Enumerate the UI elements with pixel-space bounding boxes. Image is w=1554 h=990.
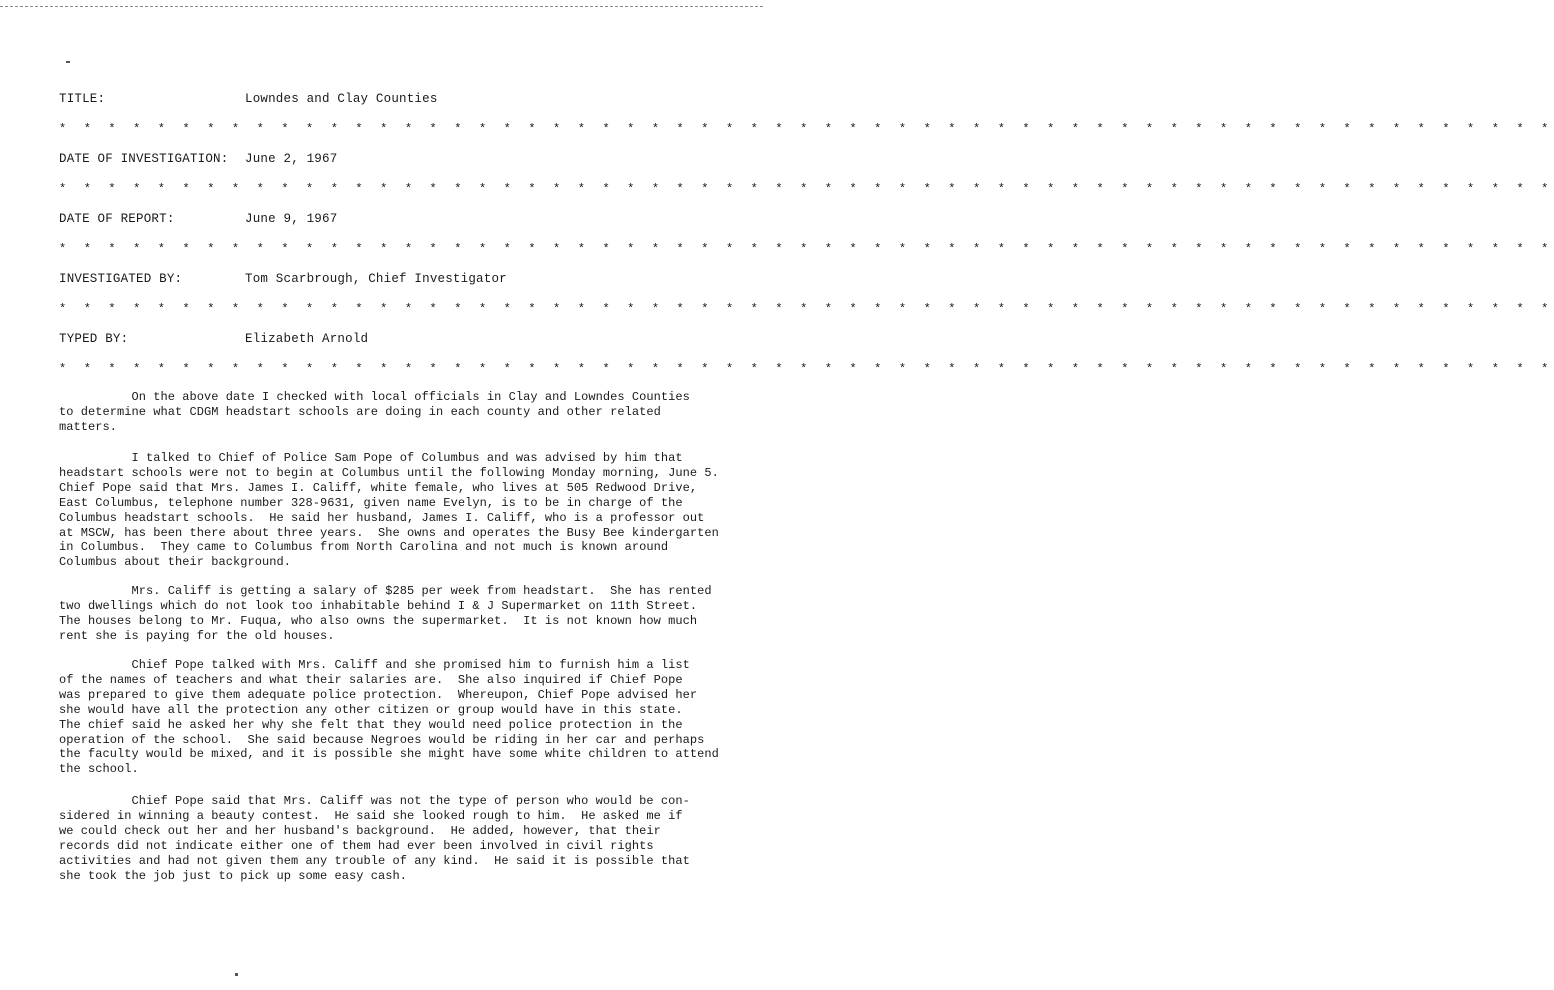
separator-line: * * * * * * * * * * * * * * * * * * * * * * * * * * * * * * * * * * * * * * * * * * * * * * * * * * * * * * * * * * * * * xyxy=(59,242,1554,256)
body-paragraph: Chief Pope talked with Mrs. Califf and she promised him to furnish him a list of the names of teachers and what their salaries are. She also inquired if Chief Pope was prepared to give them adequate police protection. Whereupon, Chief Pope advised her she would have all the protection any other citizen or group would have in this state. The chief said he asked her why she felt that they would need police protection in the operation of the school. She said because Negroes would be riding in her car and perhaps the faculty would be mixed, and it is possible she might have some white children to attend the school. xyxy=(59,658,719,777)
scan-mark xyxy=(235,973,238,976)
body-paragraph: Mrs. Califf is getting a salary of $285 per week from headstart. She has rented two dwellings which do not look too inhabitable behind I & J Supermarket on 11th Street. The houses belong to Mr. Fuqua, who also owns the supermarket. It is not known how much rent she is paying for the old houses. xyxy=(59,584,712,643)
investigation-date-label: DATE OF INVESTIGATION: xyxy=(59,152,229,166)
body-paragraph: Chief Pope said that Mrs. Califf was not the type of person who would be con- sidered in winning a beauty contest. He said she looked rough to him. He asked me if we could check out her and her husband's background. He added, however, that their records did not indicate either one of them had ever been involved in civil rights activities and had not given them any trouble of any kind. He said it is possible that she took the job just to pick up some easy cash. xyxy=(59,794,690,883)
scan-mark xyxy=(66,61,70,63)
separator-line: * * * * * * * * * * * * * * * * * * * * * * * * * * * * * * * * * * * * * * * * * * * * * * * * * * * * * * * * * * * * * xyxy=(59,122,1554,136)
report-date-label: DATE OF REPORT: xyxy=(59,212,175,226)
separator-line: * * * * * * * * * * * * * * * * * * * * * * * * * * * * * * * * * * * * * * * * * * * * * * * * * * * * * * * * * * * * * xyxy=(59,302,1554,316)
title-value: Lowndes and Clay Counties xyxy=(245,92,438,106)
title-label: TITLE: xyxy=(59,92,106,106)
separator-line: * * * * * * * * * * * * * * * * * * * * * * * * * * * * * * * * * * * * * * * * * * * * * * * * * * * * * * * * * * * * * xyxy=(59,362,1554,376)
separator-line: * * * * * * * * * * * * * * * * * * * * * * * * * * * * * * * * * * * * * * * * * * * * * * * * * * * * * * * * * * * * * xyxy=(59,182,1554,196)
typed-by-label: TYPED BY: xyxy=(59,332,129,346)
report-date-value: June 9, 1967 xyxy=(245,212,338,226)
investigated-by-label: INVESTIGATED BY: xyxy=(59,272,183,286)
investigation-date-value: June 2, 1967 xyxy=(245,152,338,166)
typed-by-value: Elizabeth Arnold xyxy=(245,332,369,346)
body-paragraph: I talked to Chief of Police Sam Pope of Columbus and was advised by him that headstart schools were not to begin at Columbus until the following Monday morning, June 5. Chief Pope said that Mrs. James I. Califf, white female, who lives at 505 Redwood Drive, East Columbus, telephone number 328-9631, given name Evelyn, is to be in charge of the Columbus headstart schools. He said her husband, James I. Califf, who is a professor out at MSCW, has been there about three years. She owns and operates the Busy Bee kindergarten in Columbus. They came to Columbus from North Carolina and not much is known around Columbus about their background. xyxy=(59,451,719,570)
page-top-edge xyxy=(0,0,763,7)
body-paragraph: On the above date I checked with local officials in Clay and Lowndes Counties to determine what CDGM headstart schools are doing in each county and other related matters. xyxy=(59,390,690,434)
investigated-by-value: Tom Scarbrough, Chief Investigator xyxy=(245,272,507,286)
